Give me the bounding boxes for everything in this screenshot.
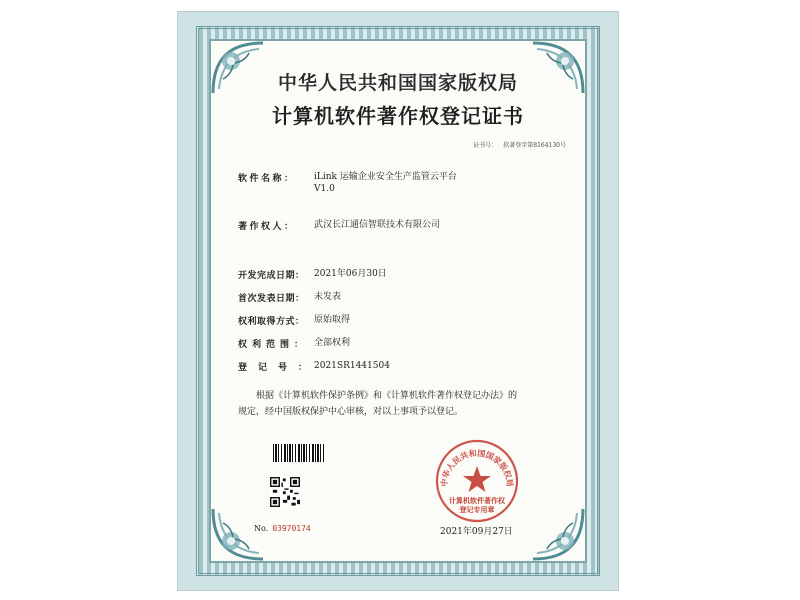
- field-value: [314, 171, 457, 195]
- certificate-number: [473, 140, 566, 149]
- field-label: 权利取得方式：: [238, 317, 305, 327]
- certificate-number-value: 软著登字第8164130号: [503, 142, 566, 149]
- certificate-title: 计算机软件著作权登记证书: [272, 104, 524, 128]
- field-registration-no: [238, 360, 390, 373]
- legal-statement: [238, 388, 570, 420]
- field-value: 未发表: [314, 292, 342, 302]
- field-label: 软件名称：: [238, 174, 296, 184]
- field-value: 2021SR1441504: [314, 361, 390, 371]
- field-value: 武汉长江通信智联技术有限公司: [314, 220, 441, 230]
- issue-date: 2021年09月27日: [440, 527, 513, 537]
- field-rights-scope: [238, 337, 350, 350]
- barcode-icon: [273, 444, 325, 462]
- serial-prefix: No.: [254, 524, 269, 533]
- field-label: 登记号：: [238, 363, 319, 373]
- certificate-number-label: 证书号：: [473, 142, 498, 149]
- legal-statement-line1: 根据《计算机软件保护条例》和《计算机软件著作权登记办法》的: [256, 391, 518, 401]
- field-value: 全部权利: [314, 338, 351, 348]
- field-label: 首次发表日期：: [238, 294, 305, 304]
- field-value: 原始取得: [314, 315, 351, 325]
- field-value: 2021年06月30日: [314, 269, 387, 279]
- field-software-name: [238, 171, 457, 195]
- corner-ornament-icon: [209, 505, 267, 563]
- corner-ornament-icon: [529, 505, 587, 563]
- field-completion-date: [238, 268, 387, 281]
- seal-ring-text: 中华人民共和国国家版权局: [438, 447, 516, 488]
- qr-code-icon: [270, 477, 300, 507]
- field-label: 权利范围：: [238, 340, 309, 350]
- serial-number: [254, 524, 311, 533]
- field-label: 开发完成日期：: [238, 271, 305, 281]
- seal-line2: 登记专用章: [459, 505, 495, 514]
- certificate: [178, 12, 618, 590]
- legal-statement-line2: 规定，经中国版权保护中心审核，对以上事项予以登记。: [238, 407, 464, 417]
- software-version: V1.0: [314, 184, 335, 194]
- field-owner: [238, 219, 440, 232]
- field-label: 著作权人：: [238, 222, 296, 232]
- field-acquisition-method: [238, 314, 350, 327]
- seal-line1: 计算机软件著作权: [449, 496, 505, 505]
- issuing-authority: 中华人民共和国国家版权局: [277, 72, 518, 94]
- field-first-publish-date: [238, 291, 341, 304]
- software-name-line1: iLink 运输企业安全生产监管云平台: [314, 172, 457, 182]
- serial-value: 03970174: [272, 524, 311, 533]
